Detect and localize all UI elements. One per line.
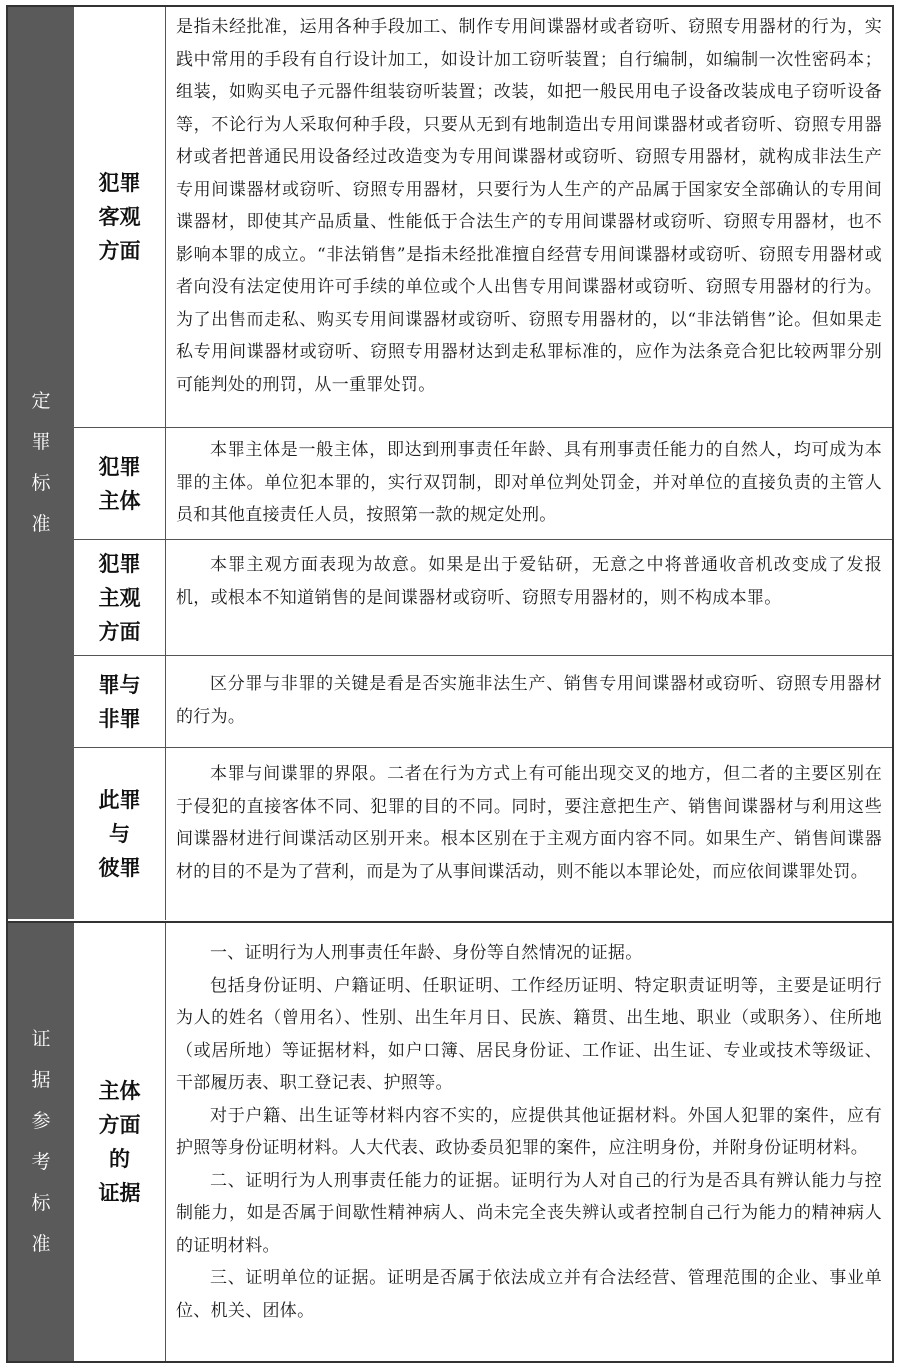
row-label-line: 此罪 — [98, 788, 141, 812]
row-label — [74, 656, 166, 748]
row-label-line: 方面 — [98, 239, 141, 263]
paragraph: 二、证明行为人刑事责任能力的证据。证明行为人对自己的行为是否具有辨认能力与控制能力，如是否属于间歇性精神病人、尚未完全丧失辨认或者控制自己行为能力的精神病人的证明材料。 — [176, 1170, 882, 1256]
paragraph: 一、证明行为人刑事责任年龄、身份等自然情况的证据。 — [210, 943, 643, 963]
table-row-crime-or-not — [74, 655, 892, 748]
row-label-line: 主体 — [98, 1079, 141, 1103]
section-title-char: 标 — [31, 472, 51, 494]
table-row-subject-evidence — [74, 923, 892, 1361]
row-label-line: 方面 — [98, 1113, 141, 1137]
row-label-line: 非罪 — [98, 707, 141, 731]
paragraph: 本罪主体是一般主体，即达到刑事责任年龄、具有刑事责任能力的自然人，均可成为本罪的主体。单位犯本罪的，实行双罚制，即对单位判处罚金，并对单位的直接负责的主管人员和其他直接责任人员，按照第一款的规定处刑。 — [176, 440, 882, 525]
row-label-line: 彼罪 — [98, 856, 141, 880]
section-title-char: 考 — [31, 1151, 51, 1173]
paragraph: 是指未经批准，运用各种手段加工、制作专用间谍器材或者窃听、窃照专用器材的行为，实践中常用的手段有自行设计加工，如设计加工窃听装置；自行编制，如编制一次性密码本；组装，如购买电子元器件组装窃听装置；改装，如把一般民用电子设备改装成电子窃听设备等，不论行为人采取何种手段，只要从无到有地制造出专用间谍器材或者窃听、窃照专用器材或者把普通民用设备经过改造变为专用间谍器材或窃听、窃照专用器材，就构成非法生产专用间谍器材或窃听、窃照专用器材，只要行为人生产的产品属于国家安全部确认的专用间谍器材，即使其产品质量、性能低于合法生产的专用间谍器材或窃听、窃照专用器材，也不影响本罪的成立。“非法销售”是指未经批准擅自经营专用间谍器材或窃听、窃照专用器材或者向没有法定使用许可手续的单位或个人出售专用间谍器材或窃听、窃照专用器材的行为。为了出售而走私、购买专用间谍器材或窃听、窃照专用器材的，以“非法销售”论。但如果走私专用间谍器材或窃听、窃照专用器材达到走私罪标准的，应作为法条竞合犯比较两罪分别可能判处的刑罚，从一重罪处罚。 — [176, 17, 882, 395]
row-content — [166, 7, 892, 427]
paragraph: 包括身份证明、户籍证明、任职证明、工作经历证明、特定职责证明等，主要是证明行为人的姓名（曾用名）、性别、出生年月日、民族、籍贯、出生地、职业（或职务）、住所地（或居所地）等证据材料，如户口簿、居民身份证、工作证、出生证、专业或技术等级证、干部履历表、职工登记表、护照等。 — [176, 975, 882, 1093]
row-label-line: 犯罪 — [98, 171, 141, 195]
row-label-line: 客观 — [98, 205, 141, 229]
row-label-line: 证据 — [98, 1181, 141, 1205]
row-label-line: 主观 — [98, 586, 141, 610]
row-content — [166, 923, 892, 1361]
row-label-line: 犯罪 — [98, 552, 141, 576]
section-rows — [74, 923, 892, 1361]
paragraph: 本罪与间谍罪的界限。二者在行为方式上有可能出现交叉的地方，但二者的主要区别在于侵犯的直接客体不同、犯罪的目的不同。同时，要注意把生产、销售间谍器材与利用这些间谍器材进行间谍活动区别开来。根本区别在于主观方面内容不同。如果生产、销售间谍器材的目的不是为了营利，而是为了从事间谍活动，则不能以本罪论处，而应依间谍罪处罚。 — [176, 764, 882, 882]
row-label — [74, 748, 166, 920]
paragraph: 本罪主观方面表现为故意。如果是出于爱钻研，无意之中将普通收音机改变成了发报机，或根本不知道销售的是间谍器材或窃听、窃照专用器材的，则不构成本罪。 — [176, 555, 882, 608]
section-title-evidence — [8, 923, 74, 1361]
table-row-subject — [74, 427, 892, 540]
table-row-this-vs-that — [74, 747, 892, 920]
row-content — [166, 540, 892, 656]
section-rows — [74, 7, 892, 919]
row-label-line: 犯罪 — [98, 455, 141, 479]
paragraph: 对于户籍、出生证等材料内容不实的，应提供其他证据材料。外国人犯罪的案件，应有护照等身份证明材料。人大代表、政协委员犯罪的案件，应注明身份，并附身份证明材料。 — [176, 1105, 882, 1158]
paragraph: 三、证明单位的证据。证明是否属于依法成立并有合法经营、管理范围的企业、事业单位、机关、团体。 — [176, 1268, 882, 1321]
criminal-standards-table — [6, 5, 894, 1363]
section-title-conviction — [8, 7, 74, 919]
section-title-char: 罪 — [31, 431, 51, 453]
row-label — [74, 7, 166, 427]
section-conviction-standards — [8, 7, 892, 919]
row-content — [166, 748, 892, 920]
section-title-char: 参 — [31, 1110, 51, 1132]
row-label-line: 主体 — [98, 489, 141, 513]
row-label-line: 罪与 — [98, 673, 141, 697]
row-label-line: 与 — [109, 822, 130, 846]
section-evidence-standards — [8, 923, 892, 1361]
row-content — [166, 656, 892, 748]
section-title-char: 据 — [31, 1069, 51, 1091]
section-title-char: 定 — [31, 390, 51, 412]
row-label — [74, 540, 166, 656]
section-title-char: 准 — [31, 1233, 51, 1255]
paragraph: 区分罪与非罪的关键是看是否实施非法生产、销售专用间谍器材或窃听、窃照专用器材的行为。 — [176, 674, 882, 727]
row-label-line: 的 — [109, 1147, 130, 1171]
section-title-char: 准 — [31, 513, 51, 535]
section-title-char: 证 — [31, 1028, 51, 1050]
row-content — [166, 428, 892, 540]
table-row-subjective-aspect — [74, 539, 892, 656]
table-row-objective-aspect — [74, 7, 892, 427]
section-title-char: 标 — [31, 1192, 51, 1214]
row-label — [74, 428, 166, 540]
row-label — [74, 923, 166, 1361]
row-label-line: 方面 — [98, 620, 141, 644]
